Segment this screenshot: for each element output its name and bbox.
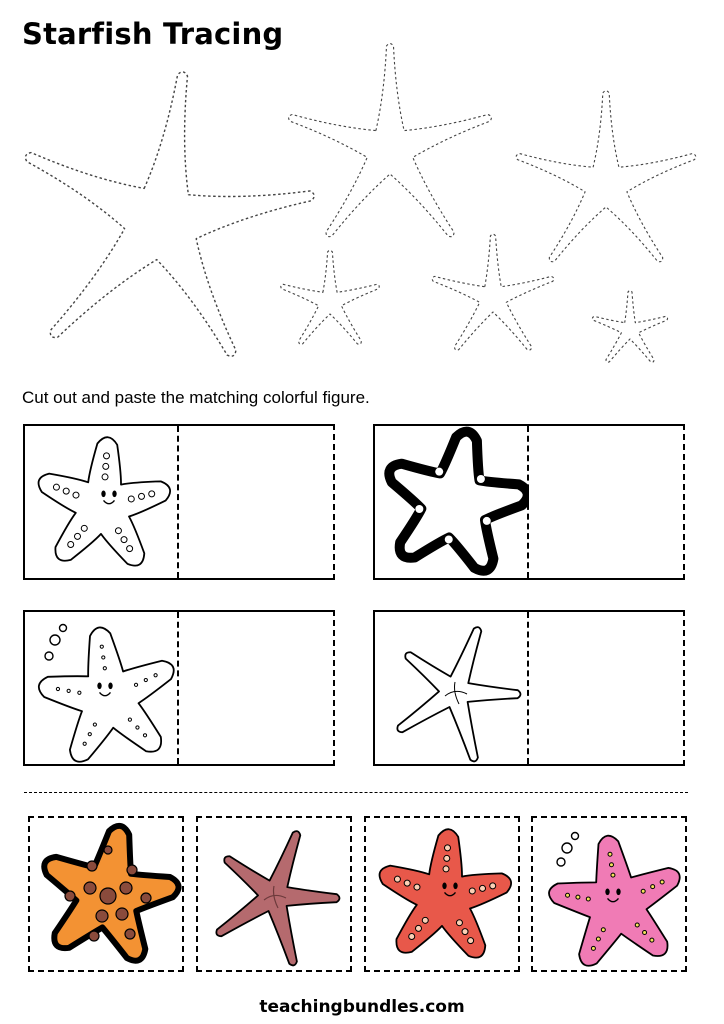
- small-starfish-tracing-outline: [281, 250, 379, 344]
- pink-bubbles-starfish-icon: [533, 818, 685, 970]
- footer-website: teachingbundles.com: [259, 997, 465, 1017]
- medium-starfish-tracing-outline: [289, 44, 492, 237]
- figure-cell: [375, 426, 529, 578]
- tiny-starfish-tracing-outline: [592, 291, 667, 363]
- page-title: Starfish Tracing: [22, 17, 284, 51]
- spotted-smiling-starfish-outline-icon: [25, 426, 179, 578]
- match-card-3: [23, 610, 335, 766]
- slender-starfish-outline-icon: [375, 612, 529, 764]
- figure-cell: [25, 612, 179, 764]
- paste-slot[interactable]: [181, 426, 333, 578]
- figure-cell: [25, 426, 179, 578]
- paste-slot[interactable]: [531, 426, 683, 578]
- instruction-text: Cut out and paste the matching colorful figure.: [22, 388, 370, 407]
- cutout-pink-bubbles-starfish[interactable]: [531, 816, 687, 972]
- mauve-slender-starfish-icon: [198, 818, 350, 970]
- paste-slot[interactable]: [181, 612, 333, 764]
- red-smiling-starfish-icon: [366, 818, 518, 970]
- paste-slot[interactable]: [531, 612, 683, 764]
- cutout-red-smiling-starfish[interactable]: [364, 816, 520, 972]
- bubbles-starfish-outline-icon: [25, 612, 179, 764]
- orange-spotted-starfish-icon: [30, 818, 182, 970]
- match-card-4: [373, 610, 685, 766]
- cutout-mauve-slender-starfish[interactable]: [196, 816, 352, 972]
- match-card-1: [23, 424, 335, 580]
- medium-starfish-right-tracing-outline: [516, 91, 696, 262]
- dotted-border-starfish-outline-icon: [375, 426, 529, 578]
- small-starfish-middle-tracing-outline: [432, 234, 554, 350]
- tracing-area: [0, 40, 724, 380]
- match-card-2: [373, 424, 685, 580]
- figure-cell: [375, 612, 529, 764]
- cutout-orange-spotted-starfish[interactable]: [28, 816, 184, 972]
- cut-line: [24, 792, 688, 793]
- large-starfish-tracing-outline: [25, 72, 314, 356]
